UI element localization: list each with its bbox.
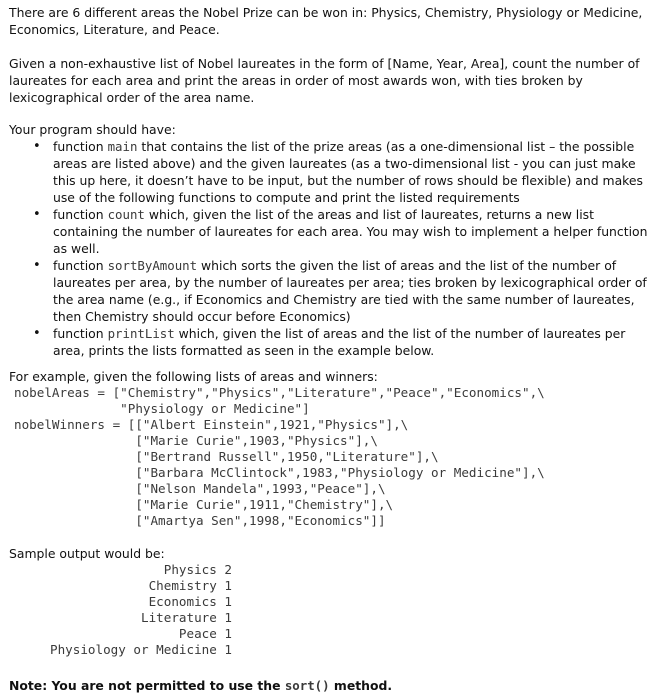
bullet-icon: • <box>33 258 41 273</box>
bullet-icon: • <box>33 326 41 341</box>
example-code-block <box>14 385 545 529</box>
output-line: Literature 1 <box>141 610 232 625</box>
requirement-prefix: function <box>53 326 108 341</box>
requirement-item-sortbyamount <box>9 257 649 325</box>
code-line: ["Marie Curie",1911,"Chemistry"],\ <box>14 497 394 512</box>
requirement-item-printlist <box>9 325 649 359</box>
requirement-text: which sorts the given the list of areas and the list of the number of laureates per area, by the number of laureates per area; ties broken by lexicographical order of the area name (e.g., if Economics and Chemistry are tied with the same number of laureates, then Chemistry should occur before Economics) <box>53 258 647 324</box>
requirement-text: that contains the list of the prize areas (as a one-dimensional list – the possible areas are listed above) and the given laureates (as a two-dimensional list - you can just make this up here, it doesn’t have to be input, but the number of rows should be flexible) and makes use of the following functions to compute and print the listed requirements <box>53 139 643 205</box>
requirement-prefix: function <box>53 139 108 154</box>
requirements-list <box>9 138 649 359</box>
requirement-prefix: function <box>53 207 108 222</box>
note-line <box>9 677 392 694</box>
code-line: nobelWinners = [["Albert Einstein",1921,"Physics"],\ <box>14 417 409 432</box>
code-line: ["Amartya Sen",1998,"Economics"]] <box>14 513 386 528</box>
requirement-item-count <box>9 206 649 257</box>
code-line: ["Barbara McClintock",1983,"Physiology or Medicine"],\ <box>14 465 545 480</box>
bullet-icon: • <box>33 139 41 154</box>
output-line: Chemistry 1 <box>148 578 232 593</box>
output-line: Physics 2 <box>163 562 232 577</box>
code-line: "Physiology or Medicine"] <box>14 401 310 416</box>
note-suffix: method. <box>329 678 393 693</box>
function-name-printlist: printList <box>107 326 175 341</box>
function-name-sortbyamount: sortByAmount <box>107 258 198 273</box>
function-name-count: count <box>107 207 145 222</box>
output-line: Physiology or Medicine 1 <box>50 642 232 657</box>
function-name-main: main <box>107 139 138 154</box>
example-heading: For example, given the following lists of areas and winners: <box>9 369 378 384</box>
requirements-heading: Your program should have: <box>9 122 176 137</box>
note-prefix: Note: You are not permitted to use the <box>9 678 285 693</box>
code-line: ["Nelson Mandela",1993,"Peace"],\ <box>14 481 386 496</box>
output-line: Peace 1 <box>178 626 232 641</box>
requirement-item-main <box>9 138 649 206</box>
code-line: ["Bertrand Russell",1950,"Literature"],\ <box>14 449 439 464</box>
code-line: nobelAreas = ["Chemistry","Physics","Literature","Peace","Economics",\ <box>14 385 545 400</box>
code-line: ["Marie Curie",1903,"Physics"],\ <box>14 433 378 448</box>
task-paragraph: Given a non-exhaustive list of Nobel laureates in the form of [Name, Year, Area], count the number of laureates for each area and print the areas in order of most awards won, with ties broken by lexicographical order of the area name. <box>9 56 640 105</box>
requirement-text: which, given the list of the areas and list of laureates, returns a new list containing the number of laureates for each area. You may wish to implement a helper function as well. <box>53 207 648 256</box>
output-line: Economics 1 <box>148 594 232 609</box>
requirement-text: which, given the list of areas and the list of the number of laureates per area, prints the lists formatted as seen in the example below. <box>53 326 626 358</box>
intro-paragraph: There are 6 different areas the Nobel Prize can be won in: Physics, Chemistry, Physiology or Medicine, Economics, Literature, and Peace. <box>9 5 643 37</box>
bullet-icon: • <box>33 207 41 222</box>
sort-method-code: sort() <box>284 678 330 693</box>
requirement-prefix: function <box>53 258 108 273</box>
output-heading: Sample output would be: <box>9 546 165 561</box>
sample-output-block <box>24 562 232 658</box>
